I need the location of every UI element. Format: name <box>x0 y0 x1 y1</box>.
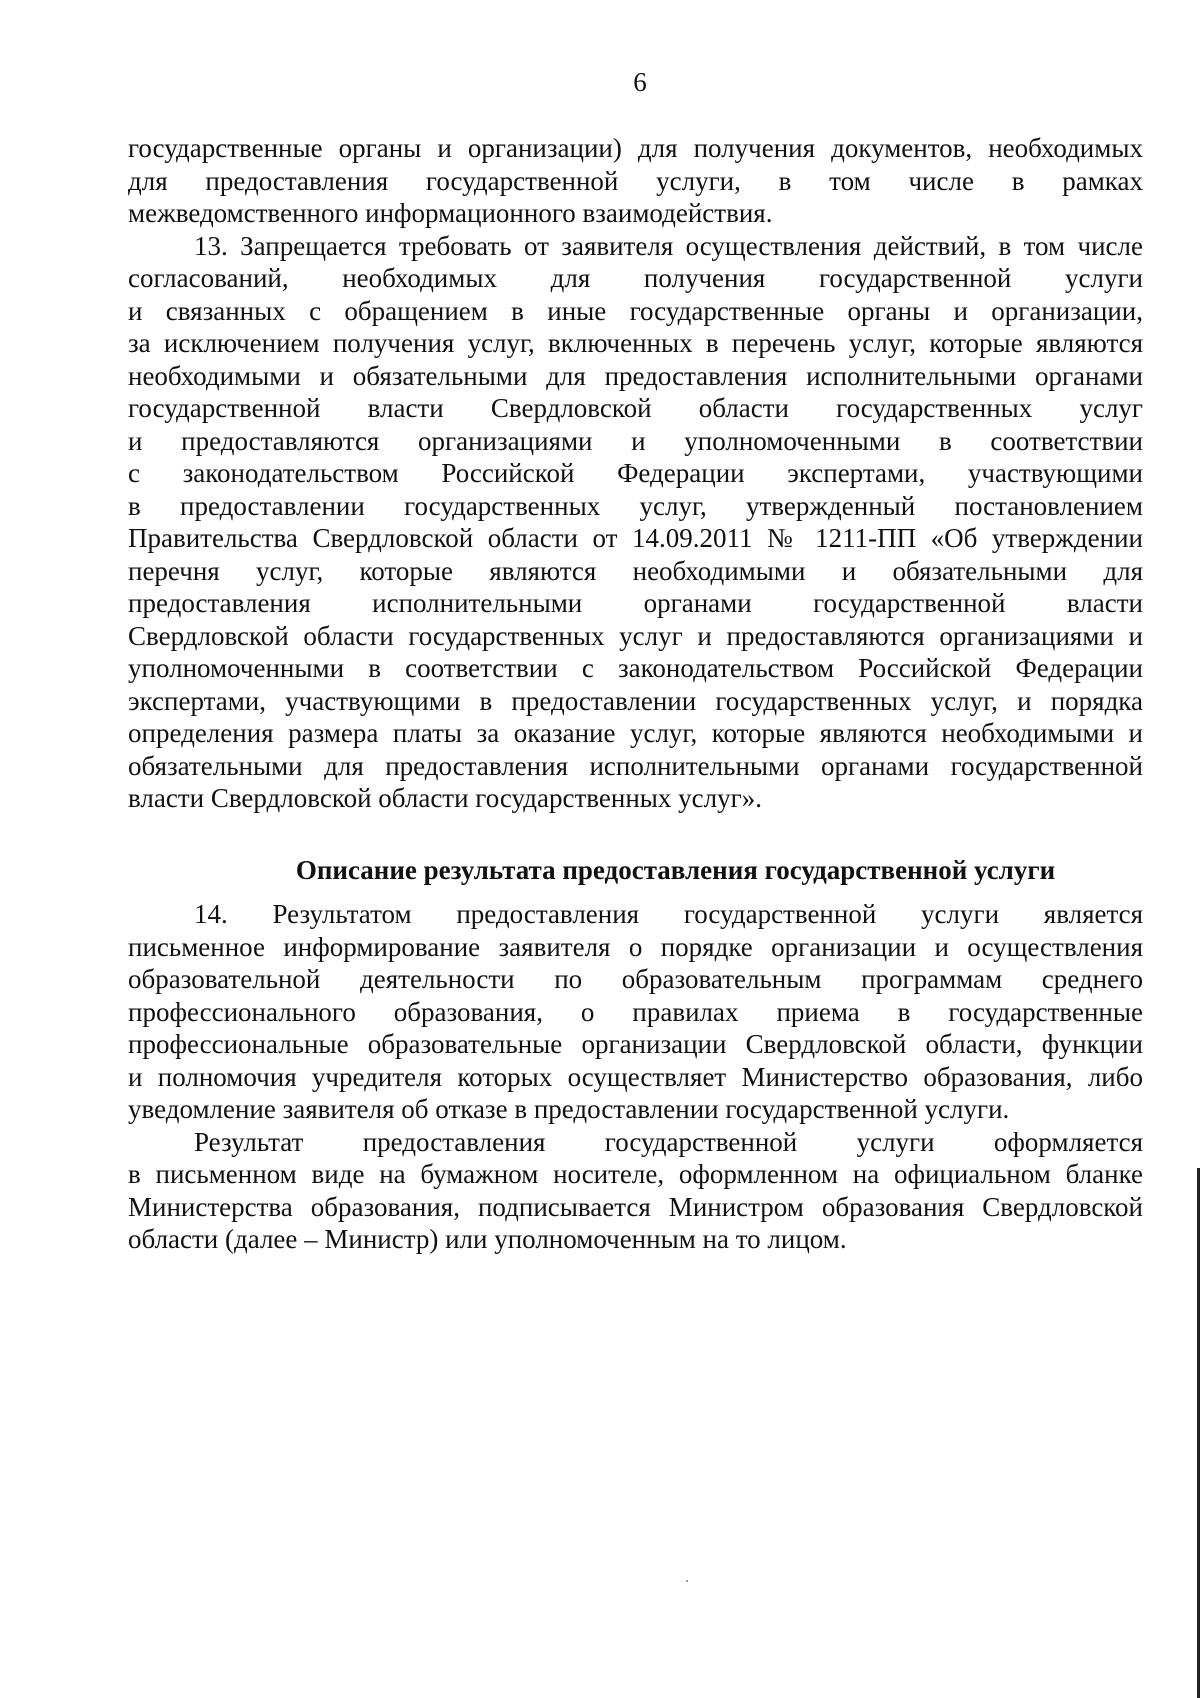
text-line: письменное информирование заявителя о порядке организации и осуществления <box>128 931 1143 962</box>
text-line: уполномоченными в соответствии с законодательством Российской Федерации <box>128 653 1143 683</box>
text-line: межведомственного информационного взаимодействия. <box>128 198 773 228</box>
text-line: обязательными для предоставления исполнительными органами государственной <box>128 750 1143 781</box>
result-paragraph-first-line: Результат предоставления государственной услуги оформляется <box>194 1126 1143 1157</box>
text-line: за исключением получения услуг, включенных в перечень услуг, которые являются <box>128 328 1143 358</box>
text-line: с законодательством Российской Федерации экспертами, участвующими <box>128 458 1143 488</box>
text-line: области (далее – Министр) или уполномоченным на то лицом. <box>128 1224 847 1254</box>
text-line: образовательной деятельности по образовательным программам среднего <box>128 964 1143 994</box>
text-line: в предоставлении государственных услуг, утвержденный постановлением <box>128 490 1143 521</box>
text-line: государственной власти Свердловской области государственных услуг <box>128 393 1143 423</box>
text-line: и связанных с обращением в иные государственные органы и организации, <box>128 295 1143 326</box>
body-text-block-2 <box>128 898 1143 1256</box>
text-line: государственные органы и организации) для получения документов, необходимых <box>128 133 1143 163</box>
paragraph-13-first-line: 13. Запрещается требовать от заявителя осуществления действий, в том числе <box>194 230 1143 261</box>
text-line: для предоставления государственной услуги, в том числе в рамках <box>128 165 1143 196</box>
section-heading: Описание результата предоставления государственной услуги <box>295 855 1056 885</box>
scan-speck <box>686 1580 688 1582</box>
text-line: перечня услуг, которые являются необходимыми и обязательными для <box>128 555 1143 586</box>
text-line: профессиональные образовательные организации Свердловской области, функции <box>128 1029 1143 1059</box>
text-line: в письменном виде на бумажном носителе, оформленном на официальном бланке <box>128 1159 1143 1189</box>
text-line: Свердловской области государственных услуг и предоставляются организациями и <box>128 620 1143 651</box>
body-text-block-1 <box>128 132 1143 815</box>
text-line: Правительства Свердловской области от 14.09.2011 № 1211-ПП «Об утверждении <box>128 523 1143 553</box>
text-line: и полномочия учредителя которых осуществляет Министерство образования, либо <box>128 1061 1143 1092</box>
text-line: определения размера платы за оказание услуг, которые являются необходимыми и <box>128 718 1143 748</box>
text-line: Министерства образования, подписывается Министром образования Свердловской <box>128 1191 1143 1222</box>
text-line: экспертами, участвующими в предоставлении государственных услуг, и порядка <box>128 685 1143 716</box>
text-line: власти Свердловской области государственных услуг». <box>128 783 762 813</box>
text-line: согласований, необходимых для получения государственной услуги <box>128 263 1143 293</box>
text-line: и предоставляются организациями и уполномоченными в соответствии <box>128 425 1143 456</box>
text-line: профессионального образования, о правилах приема в государственные <box>128 996 1143 1027</box>
paragraph-14-first-line: 14. Результатом предоставления государственной услуги является <box>194 899 1143 929</box>
text-line: необходимыми и обязательными для предоставления исполнительными органами <box>128 360 1143 391</box>
text-line: уведомление заявителя об отказе в предоставлении государственной услуги. <box>128 1094 1010 1124</box>
page-number: 6 <box>633 67 647 97</box>
text-line: предоставления исполнительными органами государственной власти <box>128 588 1143 618</box>
